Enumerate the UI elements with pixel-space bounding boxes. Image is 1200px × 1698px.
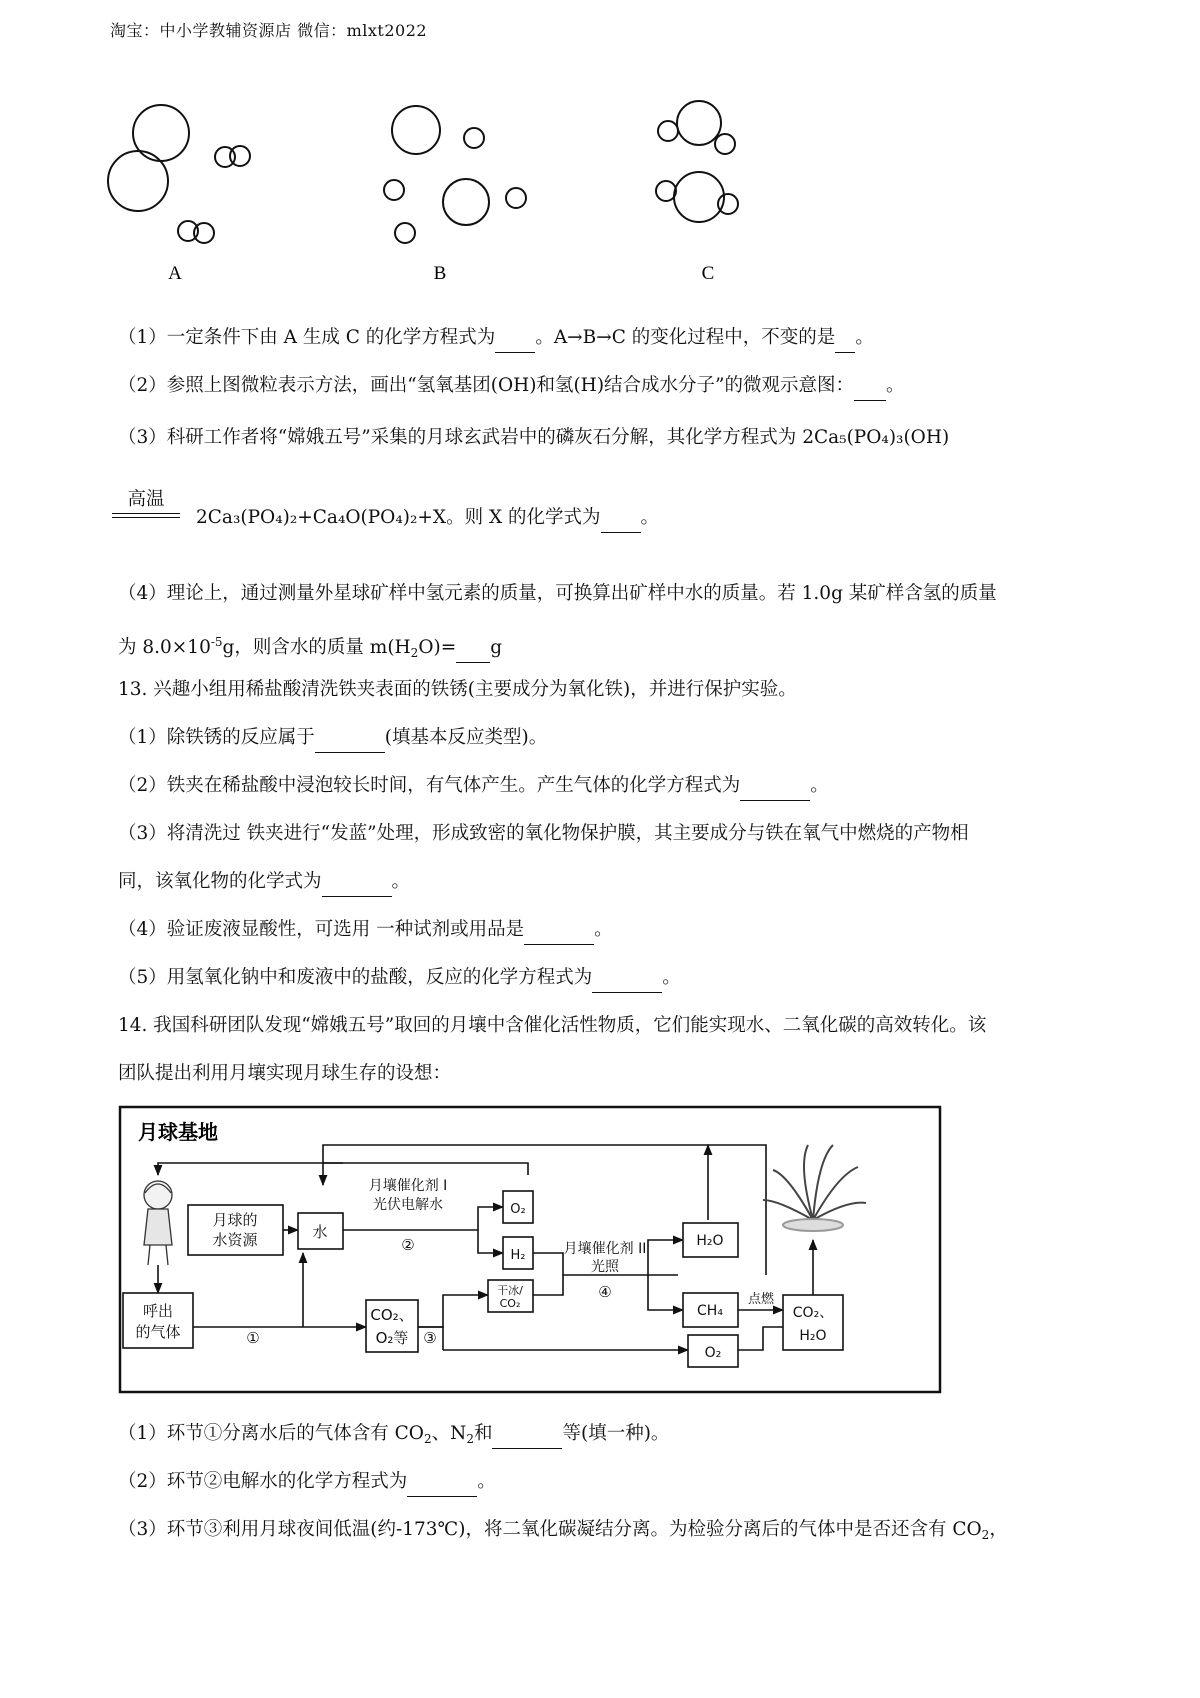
molecule-a-atom bbox=[108, 151, 168, 211]
step-4-label: ④ bbox=[598, 1283, 612, 1301]
molecule-b-atom bbox=[464, 128, 484, 148]
molecule-label-c: C bbox=[701, 263, 715, 284]
molecule-c-atom bbox=[658, 121, 678, 141]
exhaled-gas-label: 呼出 bbox=[142, 1302, 174, 1320]
plant-icon bbox=[763, 1145, 866, 1231]
exhaled-gas-label: 的气体 bbox=[135, 1323, 181, 1341]
molecule-c-atom bbox=[656, 181, 676, 201]
water-label: 水 bbox=[312, 1223, 328, 1241]
molecule-b-atom bbox=[395, 223, 415, 243]
q14-part1: （1）环节①分离水后的气体含有 $CO_2$、$N_2$和 等(填一种)。 bbox=[118, 1420, 1098, 1453]
molecule-b-atom bbox=[392, 106, 440, 154]
product-label: CO₂、 bbox=[792, 1305, 834, 1321]
o2-top-label: O₂ bbox=[510, 1202, 526, 1217]
moon-base-diagram bbox=[118, 1105, 943, 1395]
formula-reactant: 2Ca₅(PO₄)₃(OH) bbox=[802, 427, 950, 448]
co2-o2-label: O₂等 bbox=[375, 1329, 409, 1347]
catalyst-1-label: 月壤催化剂 I bbox=[368, 1178, 448, 1194]
formula-products: 2Ca₃(PO₄)₂+Ca₄O(PO₄)₂+X bbox=[196, 507, 447, 528]
molecule-a-atom bbox=[133, 105, 189, 161]
molecule-c-atom bbox=[677, 101, 721, 145]
molecule-a-atom bbox=[230, 146, 250, 166]
answer-blank[interactable] bbox=[854, 372, 886, 401]
answer-blank[interactable] bbox=[315, 724, 385, 753]
water-source-label: 水资源 bbox=[212, 1231, 258, 1249]
dry-ice-label: CO₂ bbox=[499, 1297, 521, 1310]
molecule-label-b: B bbox=[433, 263, 447, 284]
q13-part3-line2: 同，该氧化物的化学式为 。 bbox=[118, 868, 1098, 897]
q14-part2: （2）环节②电解水的化学方程式为 。 bbox=[118, 1468, 1098, 1497]
h2o-label: H₂O bbox=[696, 1233, 724, 1249]
q12-part4-line2: 为 $8.0\times 10^{-5}g$，则含水的质量 $m(H_2O)= g$ bbox=[118, 628, 1098, 667]
answer-blank[interactable] bbox=[456, 634, 490, 663]
step-3-label: ③ bbox=[423, 1329, 437, 1347]
page-header: 淘宝：中小学教辅资源店 微信：mlxt2022 bbox=[110, 21, 428, 40]
catalyst-2-label: 月壤催化剂 II bbox=[563, 1241, 647, 1257]
q13-part5: （5）用氢氧化钠中和废液中的盐酸，反应的化学方程式为 。 bbox=[118, 964, 1098, 993]
step-2-label: ② bbox=[401, 1236, 415, 1254]
q13-part4: （4）验证废液显酸性，可选用 一种试剂或用品是 。 bbox=[118, 916, 1098, 945]
answer-blank[interactable] bbox=[740, 772, 810, 801]
molecule-b-atom bbox=[506, 188, 526, 208]
molecule-c-atom bbox=[715, 134, 735, 154]
person-icon bbox=[144, 1181, 172, 1265]
q14-stem-line2: 团队提出利用月壤实现月球生存的设想： bbox=[118, 1063, 452, 1084]
answer-blank[interactable] bbox=[524, 916, 594, 945]
q14-stem: 14. 我国科研团队发现“嫦娥五号”取回的月壤中含催化活性物质，它们能实现水、二氧化碳的高效转化。该 bbox=[118, 1015, 987, 1036]
q12-part3: （3）科研工作者将“嫦娥五号”采集的月球玄武岩中的磷灰石分解，其化学方程式为 2Ca₅(PO₄)₃(OH) bbox=[118, 427, 950, 448]
molecule-figure bbox=[100, 85, 780, 285]
ignite-label: 点燃 bbox=[747, 1292, 775, 1307]
catalyst-1-label: 光伏电解水 bbox=[373, 1197, 443, 1213]
q13-part3: （3）将清洗过 铁夹进行“发蓝”处理，形成致密的氧化物保护膜，其主要成分与铁在氧气中燃烧的产物相 bbox=[118, 823, 969, 844]
o2-bottom-label: O₂ bbox=[704, 1345, 722, 1361]
q13-part1: （1）除铁锈的反应属于 (填基本反应类型)。 bbox=[118, 724, 1098, 753]
answer-blank[interactable] bbox=[835, 324, 855, 353]
q14-part3: （3）环节③利用月球夜间低温(约-173℃)，将二氧化碳凝结分离。为检验分离后的气体中是否还含有 $CO_2$， bbox=[118, 1519, 1008, 1542]
catalyst-2-label: 光照 bbox=[591, 1259, 619, 1275]
answer-blank[interactable] bbox=[492, 1420, 562, 1449]
answer-blank[interactable] bbox=[322, 868, 392, 897]
answer-blank[interactable] bbox=[601, 504, 641, 533]
answer-blank[interactable] bbox=[407, 1468, 477, 1497]
co2-o2-label: CO₂、 bbox=[370, 1306, 414, 1324]
answer-blank[interactable] bbox=[495, 324, 535, 353]
molecule-c-atom bbox=[674, 172, 724, 222]
q13-stem: 13. 兴趣小组用稀盐酸清洗铁夹表面的铁锈(主要成分为氧化铁)，并进行保护实验。 bbox=[118, 679, 797, 700]
reaction-condition: 高温 bbox=[112, 485, 180, 518]
q12-part2: （2）参照上图微粒表示方法，画出“氢氧基团(OH)和氢(H)结合成水分子”的微观示意图： 。 bbox=[118, 372, 1098, 401]
molecule-b-atom bbox=[384, 180, 404, 200]
molecule-label-a: A bbox=[168, 263, 182, 284]
dry-ice-label: 干冰/ bbox=[497, 1284, 523, 1297]
q13-part2: （2）铁夹在稀盐酸中浸泡较长时间，有气体产生。产生气体的化学方程式为 。 bbox=[118, 772, 1098, 801]
molecule-b-atom bbox=[443, 179, 489, 225]
q12-part4: （4）理论上，通过测量外星球矿样中氢元素的质量，可换算出矿样中水的质量。若 1.0g 某矿样含氢的质量 bbox=[118, 583, 997, 604]
product-label: H₂O bbox=[799, 1328, 827, 1344]
answer-blank[interactable] bbox=[592, 964, 662, 993]
diagram-title: 月球基地 bbox=[138, 1120, 218, 1144]
q12-part1: （1）一定条件下由 A 生成 C 的化学方程式为 。A→B→C 的变化过程中，不变的是 。 bbox=[118, 324, 1098, 353]
q12-part3-line2: 2Ca₃(PO₄)₂+Ca₄O(PO₄)₂+X。则 X 的化学式为 。 bbox=[196, 504, 1176, 533]
ch4-label: CH₄ bbox=[697, 1303, 723, 1319]
water-source-label: 月球的 bbox=[212, 1211, 258, 1229]
molecule-c-atom bbox=[718, 194, 738, 214]
step-1-label: ① bbox=[246, 1329, 260, 1347]
h2-label: H₂ bbox=[510, 1248, 526, 1263]
